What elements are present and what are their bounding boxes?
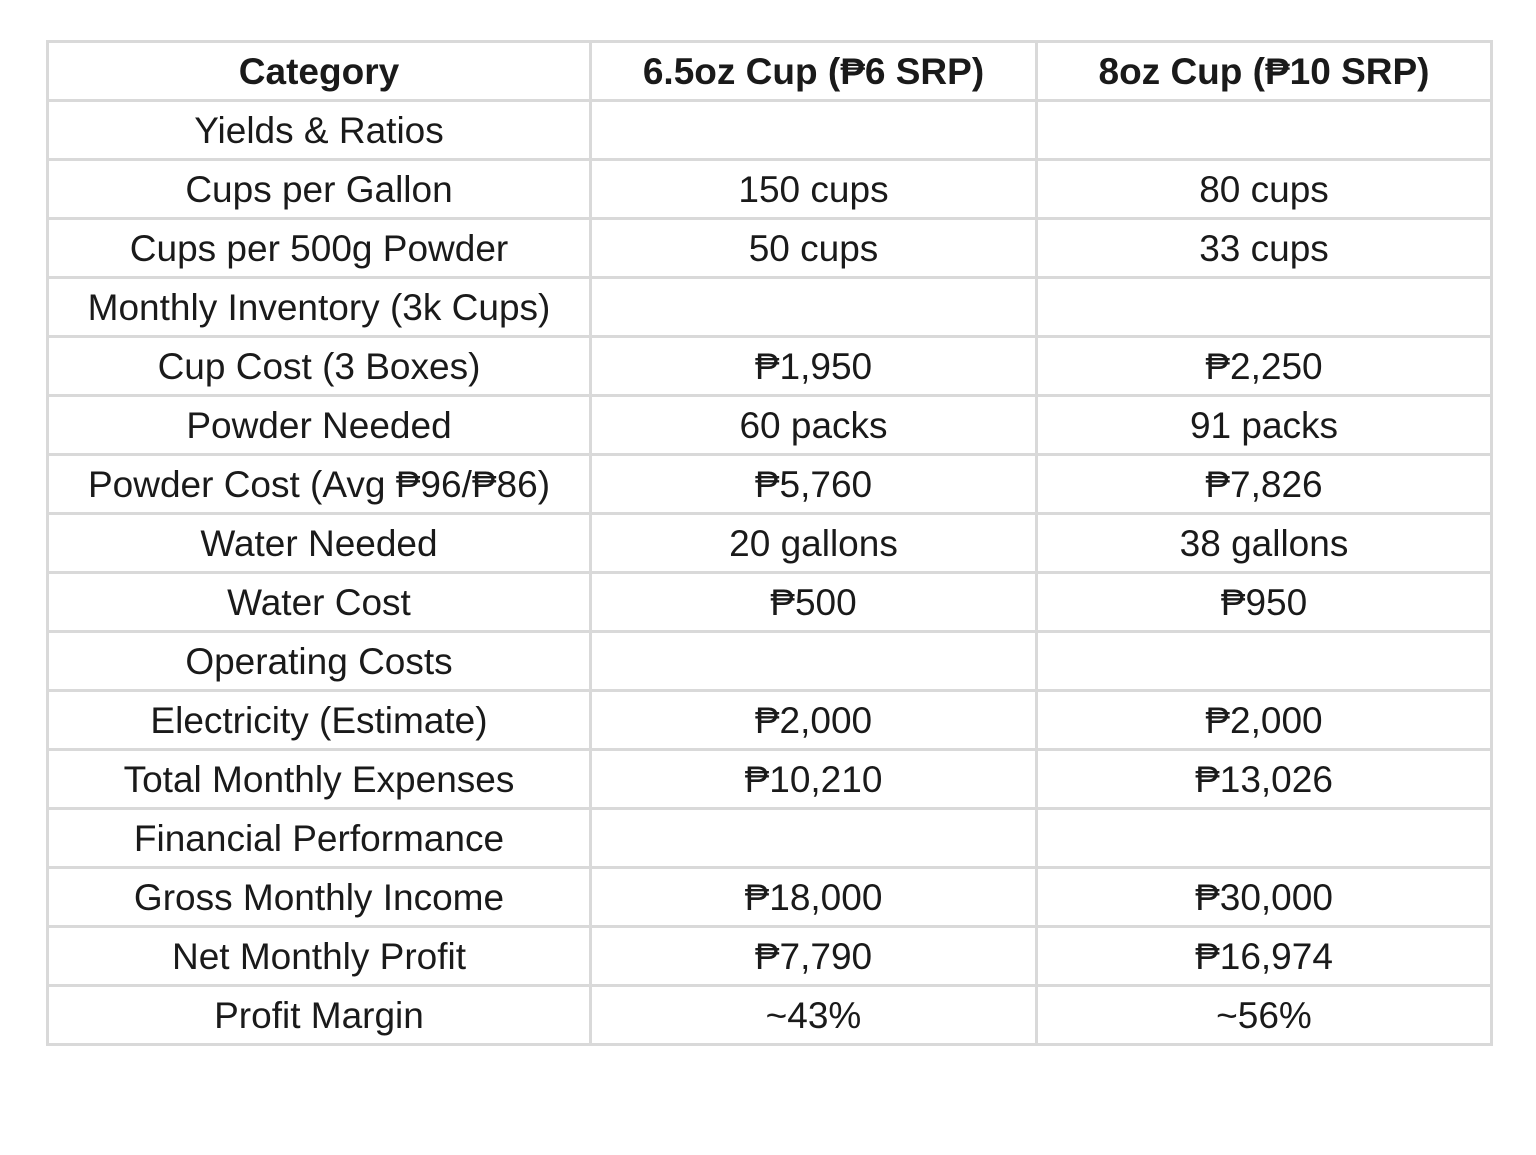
value-6-5oz-cell: ₱7,790: [591, 927, 1037, 986]
value-6-5oz-cell: 50 cups: [591, 219, 1037, 278]
category-cell: Profit Margin: [48, 986, 591, 1045]
cost-comparison-table: [46, 40, 1493, 1046]
table-row: [48, 455, 1492, 514]
value-8oz-cell: ₱7,826: [1037, 455, 1492, 514]
value-8oz-cell: [1037, 278, 1492, 337]
category-cell: Cups per Gallon: [48, 160, 591, 219]
value-6-5oz-cell: [591, 101, 1037, 160]
table-row: [48, 337, 1492, 396]
value-6-5oz-cell: 150 cups: [591, 160, 1037, 219]
category-cell: Water Cost: [48, 573, 591, 632]
value-6-5oz-cell: ₱500: [591, 573, 1037, 632]
section-row-operating-costs: [48, 632, 1492, 691]
category-cell: Operating Costs: [48, 632, 591, 691]
value-8oz-cell: ₱16,974: [1037, 927, 1492, 986]
table-row: [48, 573, 1492, 632]
section-row-monthly-inventory: [48, 278, 1492, 337]
value-6-5oz-cell: ₱2,000: [591, 691, 1037, 750]
value-8oz-cell: ₱2,250: [1037, 337, 1492, 396]
value-6-5oz-cell: [591, 809, 1037, 868]
value-8oz-cell: ₱13,026: [1037, 750, 1492, 809]
value-6-5oz-cell: 60 packs: [591, 396, 1037, 455]
value-6-5oz-cell: [591, 278, 1037, 337]
value-8oz-cell: ~56%: [1037, 986, 1492, 1045]
category-cell: Net Monthly Profit: [48, 927, 591, 986]
value-6-5oz-cell: ₱5,760: [591, 455, 1037, 514]
header-category: Category: [48, 42, 591, 101]
category-cell: Powder Needed: [48, 396, 591, 455]
table-row: [48, 219, 1492, 278]
category-cell: Cups per 500g Powder: [48, 219, 591, 278]
category-cell: Gross Monthly Income: [48, 868, 591, 927]
table-row: [48, 691, 1492, 750]
header-8oz-cup: 8oz Cup (₱10 SRP): [1037, 42, 1492, 101]
value-8oz-cell: ₱30,000: [1037, 868, 1492, 927]
table-row: [48, 868, 1492, 927]
category-cell: Electricity (Estimate): [48, 691, 591, 750]
table-row: [48, 986, 1492, 1045]
value-8oz-cell: ₱950: [1037, 573, 1492, 632]
table-body: [48, 101, 1492, 1045]
table-row: [48, 514, 1492, 573]
value-8oz-cell: [1037, 632, 1492, 691]
value-6-5oz-cell: 20 gallons: [591, 514, 1037, 573]
category-cell: Total Monthly Expenses: [48, 750, 591, 809]
value-8oz-cell: [1037, 809, 1492, 868]
category-cell: Yields & Ratios: [48, 101, 591, 160]
value-8oz-cell: 80 cups: [1037, 160, 1492, 219]
category-cell: Water Needed: [48, 514, 591, 573]
category-cell: Powder Cost (Avg ₱96/₱86): [48, 455, 591, 514]
value-6-5oz-cell: [591, 632, 1037, 691]
table-row: [48, 160, 1492, 219]
header-6-5oz-cup: 6.5oz Cup (₱6 SRP): [591, 42, 1037, 101]
comparison-sheet: [46, 40, 1490, 1046]
category-cell: Cup Cost (3 Boxes): [48, 337, 591, 396]
table-row: [48, 750, 1492, 809]
value-6-5oz-cell: ₱1,950: [591, 337, 1037, 396]
category-cell: Financial Performance: [48, 809, 591, 868]
value-6-5oz-cell: ~43%: [591, 986, 1037, 1045]
value-8oz-cell: [1037, 101, 1492, 160]
section-row-yields-ratios: [48, 101, 1492, 160]
value-8oz-cell: ₱2,000: [1037, 691, 1492, 750]
table-header: [48, 42, 1492, 101]
value-8oz-cell: 38 gallons: [1037, 514, 1492, 573]
table-row: [48, 396, 1492, 455]
value-8oz-cell: 33 cups: [1037, 219, 1492, 278]
value-6-5oz-cell: ₱10,210: [591, 750, 1037, 809]
header-row: [48, 42, 1492, 101]
value-8oz-cell: 91 packs: [1037, 396, 1492, 455]
table-row: [48, 927, 1492, 986]
category-cell: Monthly Inventory (3k Cups): [48, 278, 591, 337]
section-row-financial-performance: [48, 809, 1492, 868]
value-6-5oz-cell: ₱18,000: [591, 868, 1037, 927]
